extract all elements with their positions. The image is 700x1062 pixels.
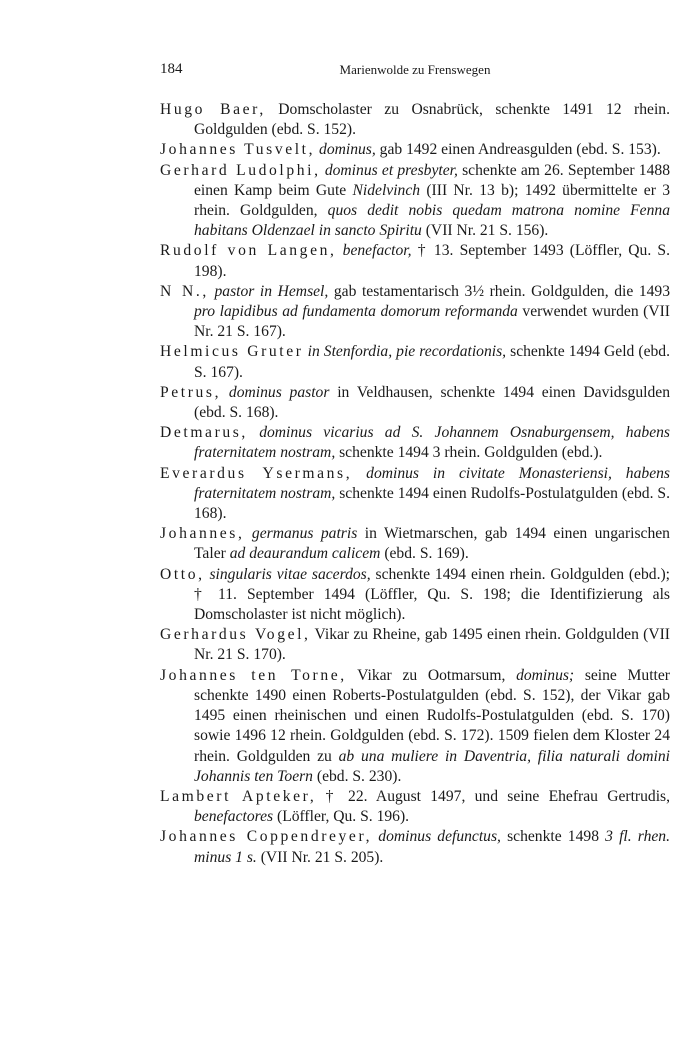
entry-name: Otto, <box>160 565 205 583</box>
entry-latin-text: dominus defunctus, <box>378 828 501 846</box>
entry-latin-text: dominus in civitate Monasteriensi, habens fraternitatem nostram, <box>194 464 670 502</box>
entry-name: Everardus Ysermans, <box>160 464 353 482</box>
register-entry <box>160 666 670 787</box>
entry-latin-text: dominus vicarius ad S. Johannem Osnaburgensem, habens fraternitatem nostram, <box>194 424 670 462</box>
entry-latin-text: germanus patris <box>251 525 358 543</box>
entry-latin-text: ad deaurandum calicem <box>229 545 381 563</box>
register-entry <box>160 787 670 827</box>
page-number: 184 <box>160 61 183 77</box>
register-entry <box>160 342 670 382</box>
entry-text: (VII Nr. 21 S. 156). <box>421 222 549 240</box>
entry-name: Hugo Baer, <box>160 101 266 118</box>
entry-text: Domscholaster zu Osnabrück, schenkte 1491 12 rhein. Goldgulden (ebd. S. 152). <box>194 101 670 139</box>
entry-latin-text: dominus; <box>516 666 575 684</box>
entry-text: in Veldhausen, schenkte 1494 einen Davidsgulden (ebd. S. 168). <box>194 383 670 422</box>
entry-name: Rudolf von Langen, <box>160 242 337 260</box>
entry-latin-text: benefactor, <box>342 242 412 260</box>
entry-text: gab testamentarisch 3½ rhein. Goldgulden, die 1493 <box>328 282 671 300</box>
entry-name: Johannes Tusvelt, <box>160 141 316 159</box>
entry-name: N N., <box>160 282 209 300</box>
register-entry <box>160 423 670 463</box>
running-title: Marienwolde zu Frenswegen <box>339 62 491 77</box>
register-entry <box>160 241 670 281</box>
entry-latin-text: pro lapidibus ad fundamenta domorum reformanda <box>194 303 518 321</box>
entry-text: Vikar zu Ootmarsum, <box>346 666 517 684</box>
entry-text: (ebd. S. 230). <box>312 767 402 785</box>
entry-latin-text: pastor in Hemsel, <box>214 282 329 300</box>
entry-name: Gerhard Ludolphi, <box>160 161 321 179</box>
register-entry <box>160 383 670 423</box>
register-entry <box>160 464 670 525</box>
entry-name: Lambert Apteker, <box>160 787 317 805</box>
entry-name: Gerhardus Vogel, <box>160 626 311 644</box>
entry-text: (ebd. S. 169). <box>380 545 469 563</box>
register-entry <box>160 524 670 564</box>
entry-text: schenkte 1498 <box>500 828 606 846</box>
entry-name: Detmarus, <box>160 424 248 442</box>
entry-latin-text: ab una muliere in Daventria, filia naturali domini Johannis ten Toern <box>194 747 671 785</box>
register-entry <box>160 100 670 140</box>
entry-latin-text: in Stenfordia, pie recordationis, <box>307 343 507 361</box>
entry-text: Vikar zu Rheine, gab 1495 einen rhein. Goldgulden (VII Nr. 21 S. 170). <box>194 626 670 664</box>
entry-latin-text: benefactores <box>194 808 274 826</box>
entry-text <box>244 525 251 542</box>
entry-latin-text: dominus, <box>319 141 376 159</box>
entry-list <box>160 100 670 868</box>
entry-name: Johannes ten Torne, <box>160 666 347 684</box>
entry-text: † 22. August 1497, und seine Ehefrau Gertrudis, <box>316 787 670 805</box>
entry-latin-text: quos dedit nobis quedam matrona nomine Fenna habitans Oldenzael in sancto Spiritu <box>194 202 670 240</box>
entry-text: schenkte am 26. September 1488 einen Kamp beim Gute <box>194 161 670 199</box>
entry-latin-text: Nidelvinch <box>352 181 421 199</box>
entry-name: Helmicus Gruter <box>160 343 304 361</box>
entry-text: seine Mutter schenkte 1490 einen Roberts-Postulatgulden (ebd. S. 152), der Vikar gab 1495 einen rheinischen und einen Rudolfs-Postulatgulden (ebd. S. 170) sowie 1496 12 rhein. Goldgulden (ebd. S. 172). 1509 fielen dem Kloster 24 rhein. Goldgulden zu <box>194 666 670 765</box>
entry-text: in Wietmarschen, gab 1494 einen ungarischen Taler <box>194 525 670 563</box>
entry-latin-text: dominus pastor <box>228 383 330 401</box>
entry-name: Johannes Coppendreyer, <box>160 828 373 846</box>
entry-text: (III Nr. 13 b); 1492 übermittelte er 3 rhein. Goldgulden, <box>194 181 670 220</box>
entry-text: verwendet wurden (VII Nr. 21 S. 167). <box>194 303 670 341</box>
entry-text: schenkte 1494 Geld (ebd. S. 167). <box>194 343 670 381</box>
register-entry <box>160 827 670 867</box>
page-header <box>160 61 670 81</box>
entry-latin-text: dominus et presbyter, <box>324 161 458 179</box>
register-entry <box>160 161 670 242</box>
entry-latin-text: singularis vitae sacerdos, <box>209 565 371 583</box>
entry-text: (VII Nr. 21 S. 205). <box>256 848 384 866</box>
entry-text: † 13. September 1493 (Löffler, Qu. S. 198). <box>194 242 670 280</box>
entry-text <box>221 384 229 401</box>
register-entry <box>160 625 670 665</box>
register-entry <box>160 282 670 343</box>
entry-latin-text: 3 fl. rhen. minus 1 s. <box>194 828 670 866</box>
entry-text: (Löffler, Qu. S. 196). <box>273 808 410 826</box>
entry-text <box>352 465 366 482</box>
register-entry <box>160 140 670 160</box>
entry-text: schenkte 1494 einen Rudolfs-Postulatgulden (ebd. S. 168). <box>194 484 670 523</box>
register-entry <box>160 565 670 626</box>
entry-name: Johannes, <box>160 525 245 543</box>
entry-text: schenkte 1494 einen rhein. Goldgulden (ebd.); † 11. September 1494 (Löffler, Qu. S. 198; die Identifizierung als Domscholaster ist nicht möglich). <box>194 565 670 624</box>
entry-name: Petrus, <box>160 383 222 401</box>
entry-text <box>248 424 259 441</box>
entry-text: gab 1492 einen Andreasgulden (ebd. S. 153). <box>375 141 661 159</box>
entry-text: schenkte 1494 3 rhein. Goldgulden (ebd.). <box>335 444 603 462</box>
